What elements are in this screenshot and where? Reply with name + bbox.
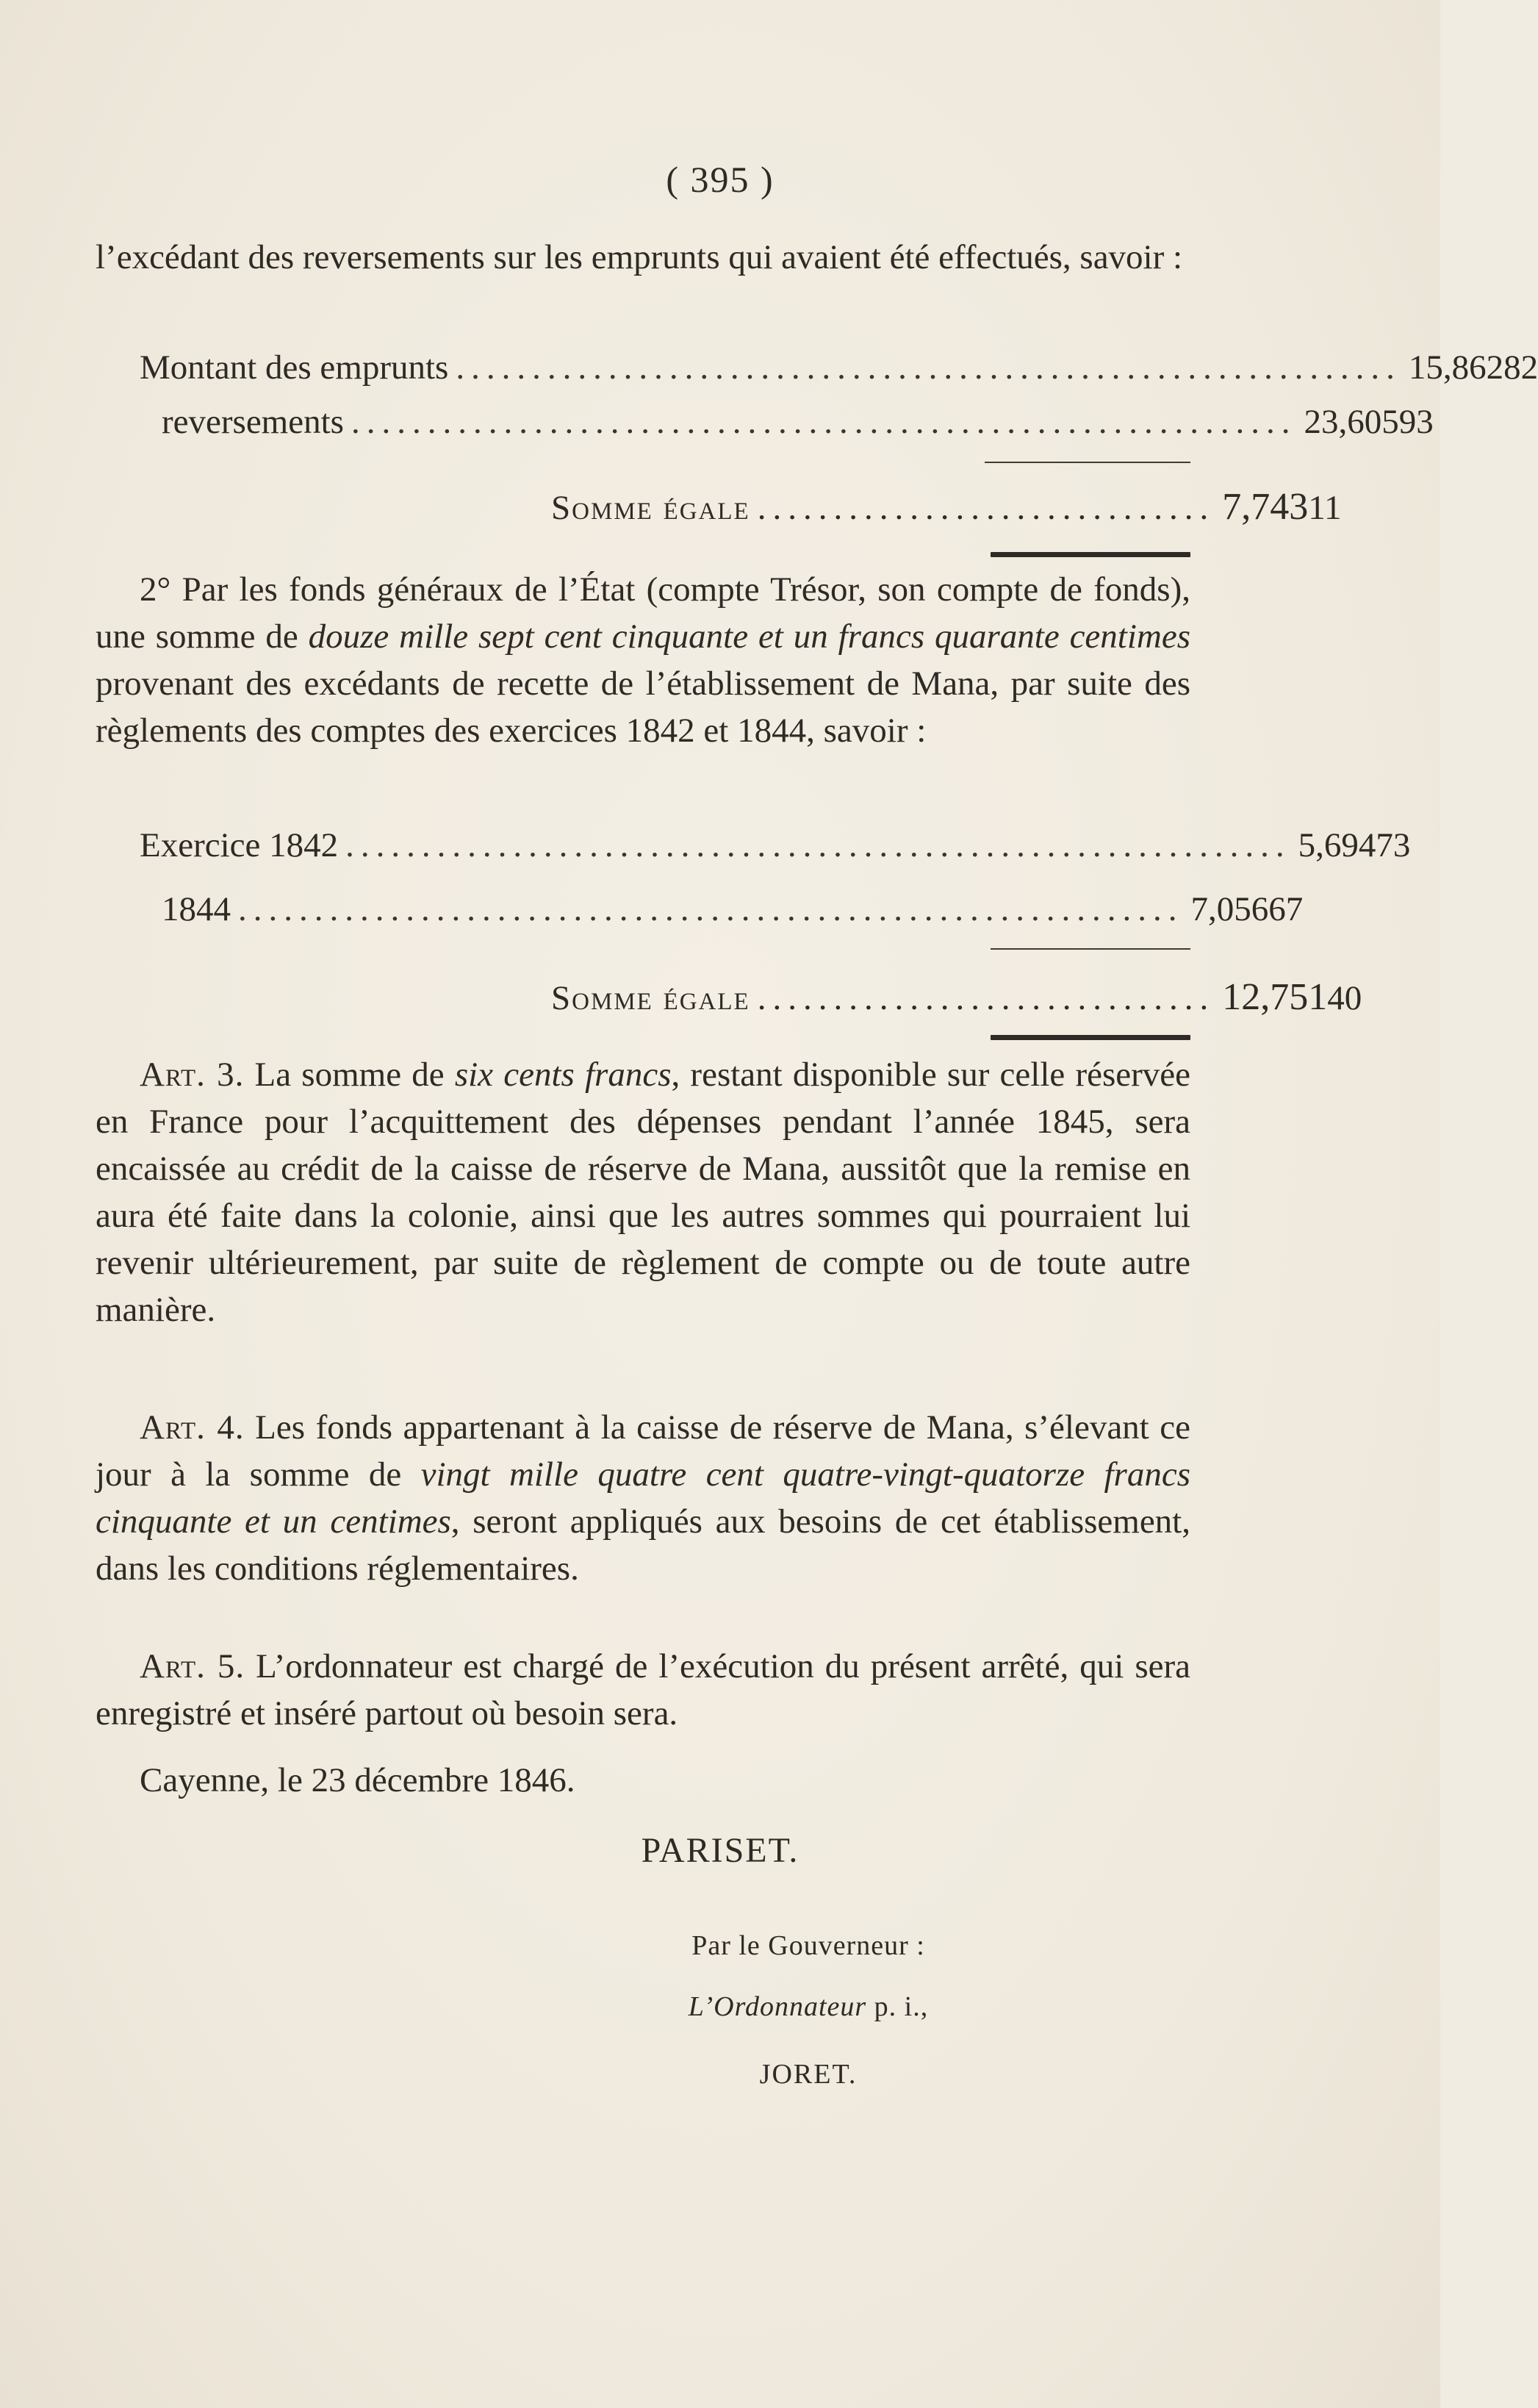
paragraph-2-lead: 2° Par les fonds généraux de l’État (compte Trésor, son compte de fonds), une somme de — [96, 570, 1190, 656]
ledger-2-row-1 — [140, 822, 1411, 869]
article-label: Art. 5. — [140, 1647, 245, 1685]
ordonnateur-line — [88, 1990, 1528, 2023]
ledger-cents: 82 — [1503, 348, 1538, 387]
ledger-amount: 15,862 — [1408, 348, 1504, 387]
ordonnateur-title: L’Ordonnateur — [688, 1991, 867, 2022]
sum-amount: 12,751 — [1222, 976, 1328, 1018]
subtotal-rule — [991, 948, 1190, 950]
intro-text: l’excédant des reversements sur les emprunts qui avaient été effectués, savoir : — [96, 238, 1183, 276]
leader-dots: .............................................................. — [351, 403, 1297, 441]
article-4-lead: Les fonds appartenant à la caisse de réserve de Mana, s’élevant ce jour à la somme de — [96, 1408, 1190, 1494]
signature-pariset: PARISET. — [641, 1831, 799, 1870]
paragraph-2-tail: provenant des excédants de recette de l’établissement de Mana, par suite des règlements des comptes des exercices 1842 et 1844, savoir : — [96, 664, 1190, 750]
article-label: Art. 3. — [140, 1056, 245, 1094]
ledger-cents: 93 — [1398, 403, 1434, 441]
article-3-lead: La somme de — [244, 1056, 455, 1094]
ledger-2-sum — [551, 974, 1362, 1021]
article-4-italic: vingt mille quatre cent quatre-vingt-quatorze francs cinquante et un centimes — [96, 1455, 1190, 1541]
sum-label: Somme égale — [551, 489, 750, 527]
sum-cents: 11 — [1308, 489, 1342, 527]
ledger-cents: 67 — [1268, 890, 1304, 928]
article-5 — [96, 1643, 1190, 1737]
subtotal-rule — [985, 462, 1190, 463]
article-5-text: L’ordonnateur est chargé de l’exécution du présent arrêté, qui sera enregistré et inséré partout où besoin sera. — [96, 1647, 1190, 1732]
ledger-label: reversements — [162, 403, 344, 441]
ledger-amount: 23,605 — [1304, 403, 1399, 441]
ledger-1-sum — [551, 484, 1342, 531]
article-4-tail: , seront appliqués aux besoins de cet établissement, dans les conditions réglementaires. — [96, 1502, 1190, 1588]
ledger-2-row-2 — [140, 886, 1304, 933]
sum-label: Somme égale — [551, 979, 750, 1017]
ordonnateur-tail: p. i., — [866, 1991, 929, 2022]
article-3-italic: six cents francs — [454, 1056, 672, 1094]
place-date: Cayenne, le 23 décembre 1846. — [140, 1761, 575, 1799]
leader-dots: .............................................................. — [345, 826, 1291, 864]
ledger-label: Montant des emprunts — [140, 348, 449, 387]
ledger-1-row-1 — [140, 344, 1538, 391]
leader-dots: .............................................................. — [238, 890, 1184, 928]
article-4 — [96, 1404, 1190, 1592]
intro-paragraph — [96, 234, 1190, 281]
ledger-amount: 7,056 — [1190, 890, 1269, 928]
leader-dots: .............................................................. — [456, 348, 1401, 387]
paragraph-2 — [96, 566, 1190, 754]
page-number: ( 395 ) — [666, 159, 775, 200]
ledger-amount: 5,694 — [1298, 826, 1376, 864]
total-rule — [991, 552, 1190, 557]
article-3-tail: , restant disponible sur celle réservée en France pour l’acquittement des dépenses pendant l’année 1845, sera encaissée au crédit de la caisse de réserve de Mana, aussitôt que la remise en aura été faite dans la colonie, ainsi que les autres sommes qui pourraient lui revenir ultérieurement, par suite de règlement de compte ou de toute autre manière. — [96, 1056, 1190, 1329]
place-date-block — [96, 1757, 1190, 1804]
leader-dots: .............................. — [757, 979, 1215, 1017]
leader-dots: .............................. — [757, 489, 1215, 527]
total-rule — [991, 1035, 1190, 1040]
ledger-1-row-2 — [140, 398, 1434, 445]
ledger-label: 1844 — [162, 890, 231, 928]
article-3 — [96, 1051, 1190, 1333]
sum-cents: 40 — [1327, 979, 1362, 1017]
ledger-label: Exercice 1842 — [140, 826, 339, 864]
paragraph-2-italic: douze mille sept cent cinquante et un francs quarante centimes — [308, 617, 1191, 656]
by-governor: Par le Gouverneur : — [691, 1930, 925, 1961]
article-label: Art. 4. — [140, 1408, 245, 1447]
ledger-cents: 73 — [1376, 826, 1411, 864]
sum-amount: 7,743 — [1222, 486, 1309, 528]
signature-joret: JORET. — [759, 2059, 858, 2090]
